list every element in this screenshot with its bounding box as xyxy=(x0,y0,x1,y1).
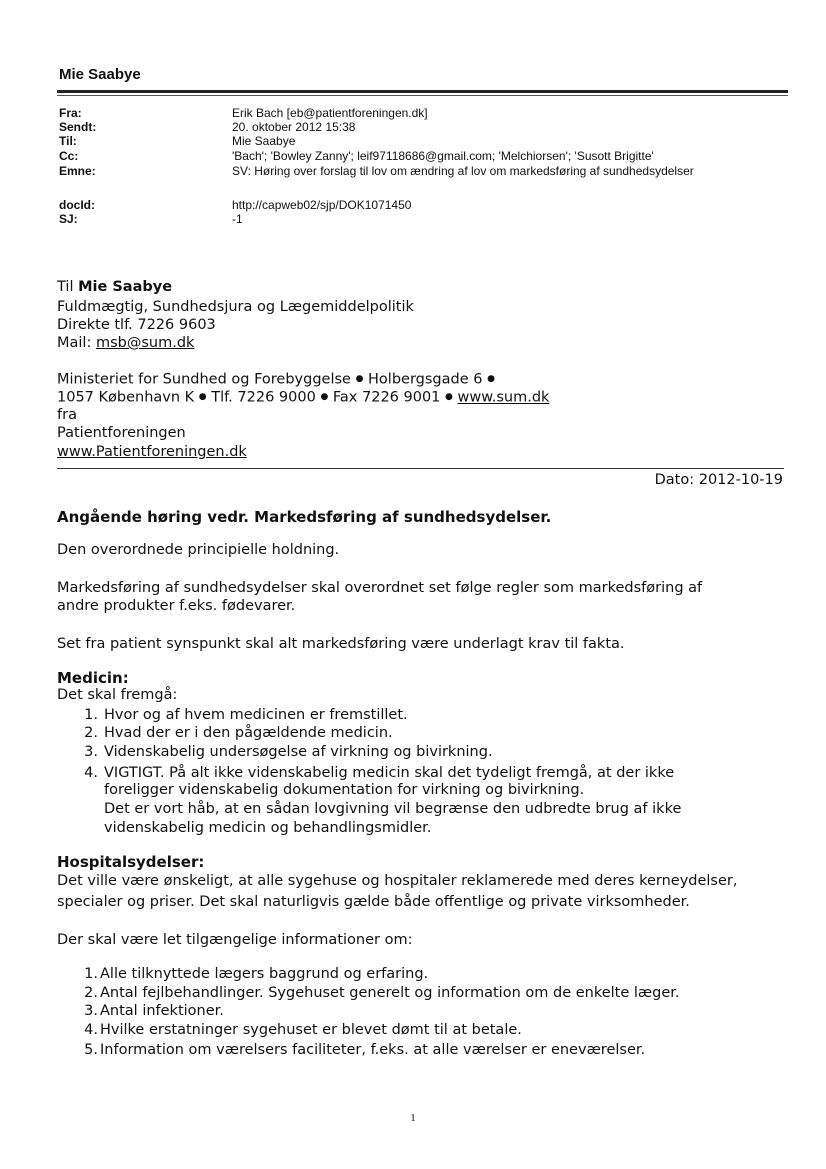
paragraph: andre produkter f.eks. fødevarer. xyxy=(57,598,296,614)
letter-date: Dato: 2012-10-19 xyxy=(654,472,783,488)
section-heading-hospital: Hospitalsydelser: xyxy=(57,853,205,871)
list-text: Hvad der er i den pågældende medicin. xyxy=(104,725,393,741)
sender-org: Patientforeningen xyxy=(57,425,186,441)
email-field-value: 20. oktober 2012 15:38 xyxy=(232,120,356,134)
section-intro: Det skal fremgå: xyxy=(57,687,178,703)
org-web-link[interactable]: www.Patientforeningen.dk xyxy=(57,444,247,460)
ministry-web-link[interactable]: www.sum.dk xyxy=(457,389,550,406)
list-item-continuation xyxy=(0,801,826,818)
divider xyxy=(57,468,784,469)
fra-label: fra xyxy=(57,407,77,423)
list-number: 4. xyxy=(84,765,98,781)
letter-subject: Angående høring vedr. Markedsføring af sundhedsydelser. xyxy=(57,508,552,526)
email-field-value: Erik Bach [eb@patientforeningen.dk] xyxy=(232,106,428,120)
recipient-mail-line xyxy=(57,335,194,352)
list-item xyxy=(0,1022,826,1039)
list-number: 5. xyxy=(84,1042,98,1058)
paragraph: Markedsføring af sundhedsydelser skal overordnet set følge regler som markedsføring af xyxy=(57,580,703,596)
email-field-from xyxy=(59,106,779,120)
til-prefix: Til xyxy=(57,279,79,295)
ministry-address: Holbergsgade 6 xyxy=(368,371,483,388)
list-item xyxy=(0,985,826,1002)
ministry-line-2 xyxy=(57,389,549,407)
list-item xyxy=(0,765,826,782)
paragraph: Det ville være ønskeligt, at alle sygehuse og hospitaler reklamerede med deres kerneydelser, xyxy=(57,873,738,889)
list-text: Antal infektioner. xyxy=(100,1003,224,1019)
paragraph: Den overordnede principielle holdning. xyxy=(57,542,340,558)
email-field-label: Emne: xyxy=(59,164,96,178)
ministry-phone: Tlf. 7226 9000 xyxy=(211,389,316,406)
mail-label: Mail: xyxy=(57,335,96,351)
email-field-label: docId: xyxy=(59,198,95,212)
ministry-line-1 xyxy=(57,371,495,389)
section-heading-medicin: Medicin: xyxy=(57,669,129,687)
list-item xyxy=(0,707,826,724)
list-number: 3. xyxy=(84,1003,98,1019)
bullet-icon: ● xyxy=(198,392,207,402)
list-number: 2. xyxy=(84,985,98,1001)
email-field-value: 'Bach'; 'Bowley Zanny'; leif97118686@gmail.com; 'Melchiorsen'; 'Susott Brigitte' xyxy=(232,149,654,163)
list-item xyxy=(0,725,826,742)
list-text: Hvilke erstatninger sygehuset er blevet dømt til at betale. xyxy=(100,1022,522,1038)
email-field-to xyxy=(59,134,779,148)
email-field-value: Mie Saabye xyxy=(232,134,296,148)
email-field-label: Fra: xyxy=(59,106,82,120)
header-rule-thin xyxy=(57,95,788,96)
list-item-continuation xyxy=(0,782,826,799)
paragraph: Set fra patient synspunkt skal alt markedsføring være underlagt krav til fakta. xyxy=(57,636,625,652)
list-item xyxy=(0,744,826,761)
list-item xyxy=(0,1003,826,1020)
list-item xyxy=(0,1042,826,1059)
email-field-label: SJ: xyxy=(59,212,78,226)
email-field-label: Cc: xyxy=(59,149,79,163)
mail-link[interactable]: msb@sum.dk xyxy=(95,335,195,351)
email-field-sent xyxy=(59,120,779,134)
list-text: Det er vort håb, at en sådan lovgivning vil begrænse den udbredte brug af ikke xyxy=(104,801,682,817)
list-text: Videnskabelig undersøgelse af virkning og bivirkning. xyxy=(104,744,493,760)
paragraph: specialer og priser. Det skal naturligvis gælde både offentlige og private virksomheder. xyxy=(57,894,690,910)
ministry-city: 1057 København K xyxy=(57,389,195,406)
email-field-sj xyxy=(59,212,779,226)
recipient-title: Fuldmægtig, Sundhedsjura og Lægemiddelpolitik xyxy=(57,299,414,315)
email-field-docid xyxy=(59,198,779,212)
list-text: videnskabelig medicin og behandlingsmidler. xyxy=(104,820,432,836)
list-number: 1. xyxy=(84,707,98,723)
recipient-name: Mie Saabye xyxy=(78,279,173,295)
header-rule xyxy=(57,90,788,93)
bullet-icon: ● xyxy=(487,374,495,384)
list-item-continuation xyxy=(0,820,826,837)
list-item xyxy=(0,966,826,983)
email-field-value: SV: Høring over forslag til lov om ændring af lov om markedsføring af sundhedsydelser xyxy=(232,164,694,178)
list-number: 4. xyxy=(84,1022,98,1038)
email-field-value: http://capweb02/sjp/DOK1071450 xyxy=(232,198,412,212)
recipient-line xyxy=(57,279,172,296)
email-field-subject xyxy=(59,164,779,178)
list-text: Alle tilknyttede lægers baggrund og erfaring. xyxy=(100,966,429,982)
email-field-cc xyxy=(59,149,779,163)
bullet-icon: ● xyxy=(355,374,364,384)
email-field-value: -1 xyxy=(232,212,243,226)
list-number: 1. xyxy=(84,966,98,982)
list-number: 3. xyxy=(84,744,98,760)
list-text: Hvor og af hvem medicinen er fremstillet. xyxy=(104,707,408,723)
bullet-icon: ● xyxy=(320,392,329,402)
paragraph: Der skal være let tilgængelige informationer om: xyxy=(57,932,413,948)
email-field-label: Sendt: xyxy=(59,120,97,134)
ministry-fax: Fax 7226 9001 xyxy=(332,389,441,406)
email-sender-name: Mie Saabye xyxy=(59,66,141,83)
bullet-icon: ● xyxy=(445,392,453,402)
list-text: foreligger videnskabelig dokumentation for virkning og bivirkning. xyxy=(104,782,585,798)
page-number: 1 xyxy=(410,1112,416,1124)
list-text: Antal fejlbehandlinger. Sygehuset generelt og information om de enkelte læger. xyxy=(100,985,680,1001)
recipient-phone: Direkte tlf. 7226 9603 xyxy=(57,317,216,333)
email-field-label: Til: xyxy=(59,134,77,148)
list-text: VIGTIGT. På alt ikke videnskabelig medicin skal det tydeligt fremgå, at der ikke xyxy=(104,765,675,781)
ministry-name: Ministeriet for Sundhed og Forebyggelse xyxy=(57,371,351,388)
list-text: Information om værelsers faciliteter, f.eks. at alle værelser er eneværelser. xyxy=(100,1042,646,1058)
list-number: 2. xyxy=(84,725,98,741)
